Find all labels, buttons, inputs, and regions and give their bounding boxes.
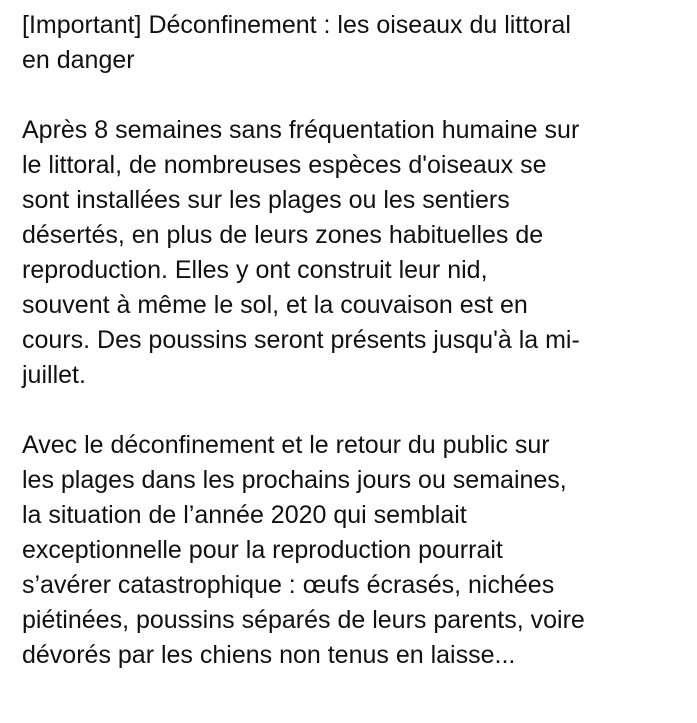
paragraph-line: Après 8 semaines sans fréquentation humaine sur [22, 116, 580, 144]
title-line: en danger [22, 46, 135, 74]
paragraph-line: les plages dans les prochains jours ou semaines, [22, 466, 567, 494]
paragraph-spacer [22, 393, 687, 428]
paragraph-line: sont installées sur les plages ou les sentiers [22, 186, 510, 214]
paragraph-line: piétinées, poussins séparés de leurs parents, voire [22, 606, 585, 634]
paragraph-line: juillet. [22, 361, 86, 389]
note-body [22, 8, 687, 673]
paragraph-line: exceptionnelle pour la reproduction pourrait [22, 536, 503, 564]
paragraph-spacer [22, 78, 687, 113]
paragraph-2 [22, 428, 687, 673]
paragraph-line: le littoral, de nombreuses espèces d'oiseaux se [22, 151, 547, 179]
paragraph-line: Avec le déconfinement et le retour du public sur [22, 431, 550, 459]
paragraph-line: cours. Des poussins seront présents jusqu'à la mi- [22, 326, 580, 354]
paragraph-line: dévorés par les chiens non tenus en laisse... [22, 641, 516, 669]
note-title [22, 8, 687, 78]
paragraph-line: souvent à même le sol, et la couvaison est en [22, 291, 528, 319]
paragraph-1 [22, 113, 687, 393]
paragraph-line: reproduction. Elles y ont construit leur nid, [22, 256, 488, 284]
paragraph-line: désertés, en plus de leurs zones habituelles de [22, 221, 544, 249]
paragraph-line: s’avérer catastrophique : œufs écrasés, nichées [22, 571, 555, 599]
title-line: [Important] Déconfinement : les oiseaux du littoral [22, 11, 571, 39]
paragraph-line: la situation de l’année 2020 qui semblait [22, 501, 467, 529]
